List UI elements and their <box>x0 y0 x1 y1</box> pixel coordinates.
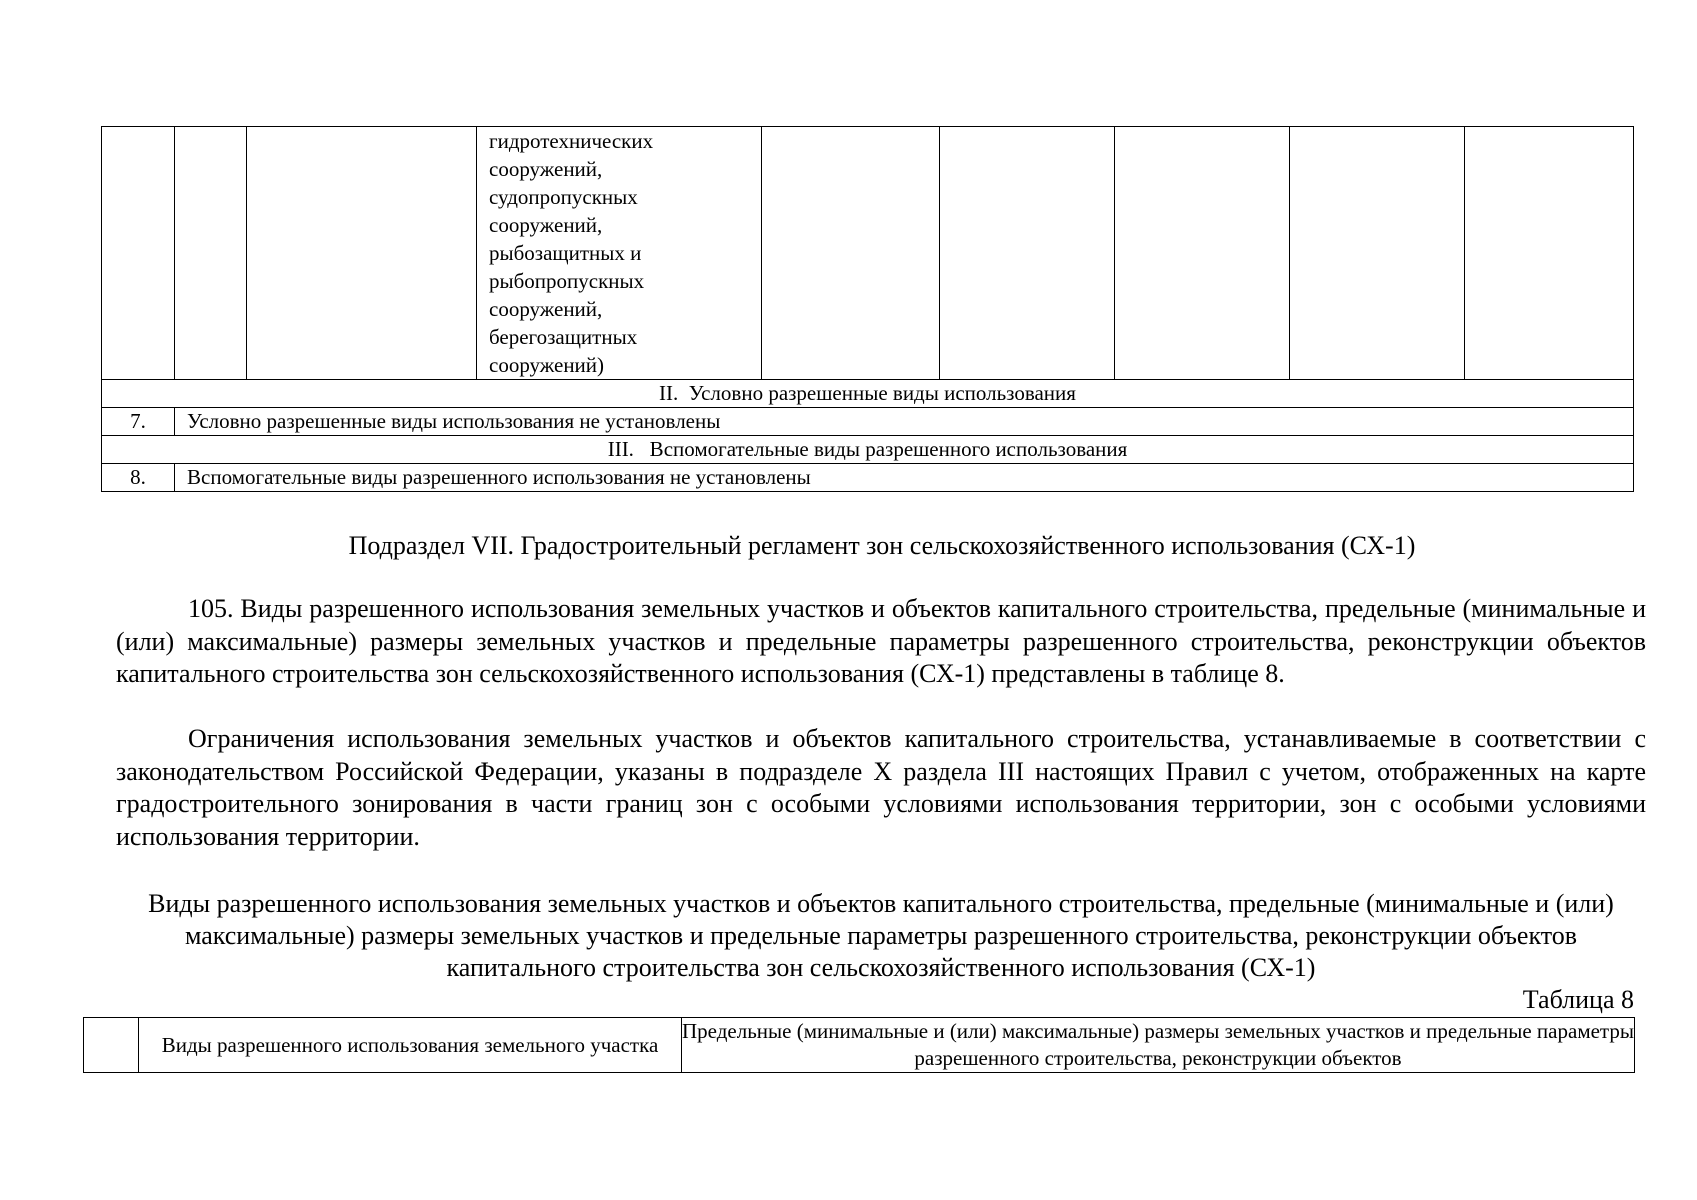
cell-line: судопропускных <box>489 185 638 209</box>
table-caption: Виды разрешенного использования земельных участков и объектов капитального строительства, предельные (минимальные и (или) максимальные) размеры земельных участков и предельные параметры разрешенного строительства, реконструкции объектов капитального строительства зон сельскохозяйственного использования (СХ-1) <box>148 889 1614 982</box>
table-cell <box>1115 127 1290 380</box>
table-cell <box>762 127 940 380</box>
cell-line: сооружений, <box>489 213 603 237</box>
table-header-row <box>84 1018 1635 1073</box>
section-3-title: III. Вспомогательные виды разрешенного использования <box>102 436 1634 464</box>
section-2-title: II. Условно разрешенные виды использования <box>102 380 1634 408</box>
table-row-continuation <box>102 127 1634 380</box>
table-row <box>102 464 1634 492</box>
table-row <box>102 408 1634 436</box>
cell-line: сооружений, <box>489 157 603 181</box>
header-number-cell <box>84 1018 139 1073</box>
table-cell <box>1290 127 1465 380</box>
cell-line: сооружений, <box>489 297 603 321</box>
land-use-table-continued <box>101 126 1634 492</box>
table-8 <box>83 1017 1635 1073</box>
paragraph-105: 105. Виды разрешенного использования земельных участков и объектов капитального строительства, предельные (минимальные и (или) максимальные) размеры земельных участков и предельные параметры разрешенного строительства, реконструкции объектов капитального строительства зон сельскохозяйственного использования (СХ-1) представлены в таблице 8. <box>116 594 1646 688</box>
continued-description-cell <box>477 127 762 380</box>
row-number: 8. <box>102 464 175 492</box>
cell-line: рыбопропускных <box>489 269 645 293</box>
header-use-types-cell: Виды разрешенного использования земельного участка <box>139 1018 682 1073</box>
section-header-row <box>102 380 1634 408</box>
subsection-heading: Подраздел VII. Градостроительный регламент зон сельскохозяйственного использования (СХ-1) <box>348 531 1416 560</box>
cell-line: сооружений) <box>489 353 605 377</box>
cell-line: берегозащитных <box>489 325 638 349</box>
row-text: Вспомогательные виды разрешенного использования не установлены <box>175 464 1634 492</box>
row-number: 7. <box>102 408 175 436</box>
table-cell <box>940 127 1115 380</box>
table-cell <box>102 127 175 380</box>
table-cell <box>1465 127 1634 380</box>
cell-line: гидротехнических <box>489 129 654 153</box>
paragraph-restrictions: Ограничения использования земельных участков и объектов капитального строительства, устанавливаемые в соответствии с законодательством Российской Федерации, указаны в подразделе X раздела III настоящих Правил с учетом, отображенных на карте градостроительного зонирования в части границ зон с особыми условиями использования территории, зон с особыми условиями использования территории. <box>116 724 1646 851</box>
section-header-row <box>102 436 1634 464</box>
table-cell <box>175 127 247 380</box>
cell-line: рыбозащитных и <box>489 241 642 265</box>
row-text: Условно разрешенные виды использования не установлены <box>175 408 1634 436</box>
table-cell <box>247 127 477 380</box>
header-limits-cell: Предельные (минимальные и (или) максимальные) размеры земельных участков и предельные параметры разрешенного строительства, реконструкции объектов <box>682 1018 1635 1073</box>
table-number-label: Таблица 8 <box>1522 985 1634 1014</box>
